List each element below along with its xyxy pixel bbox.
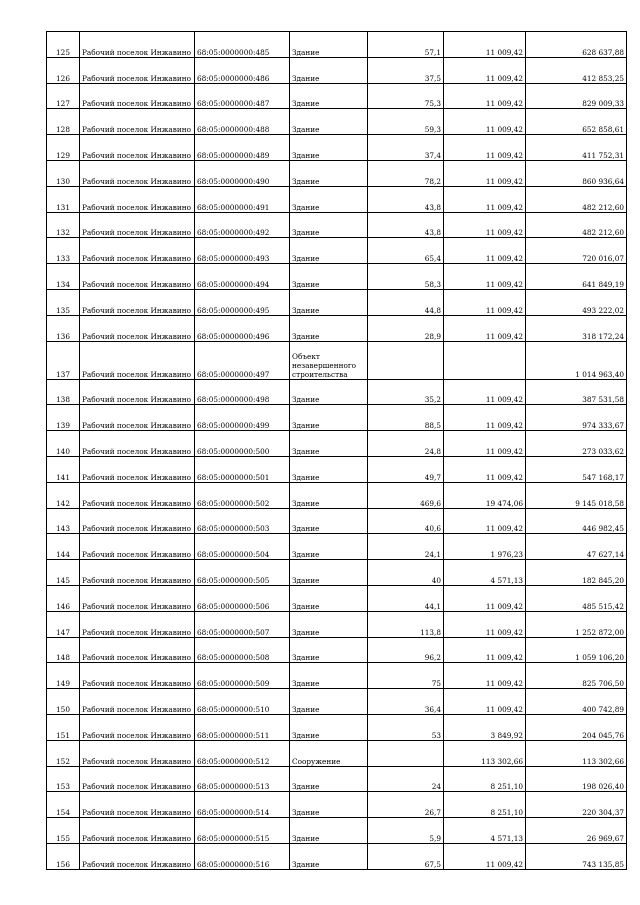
locality-cell: Рабочий поселок Инжавино	[80, 289, 195, 315]
table-row	[47, 57, 627, 83]
rate-cell: 11 009,42	[444, 212, 526, 238]
table-row	[47, 482, 627, 508]
area-cell: 24	[368, 766, 444, 792]
table-row	[47, 689, 627, 715]
cadastral-number-cell: 68:05:0000000:512	[195, 740, 290, 766]
locality-cell: Рабочий поселок Инжавино	[80, 186, 195, 212]
object-type-cell: Здание	[290, 379, 368, 405]
locality-cell: Рабочий поселок Инжавино	[80, 315, 195, 341]
locality-cell: Рабочий поселок Инжавино	[80, 379, 195, 405]
object-type-cell: Здание	[290, 663, 368, 689]
object-type-cell: Здание	[290, 482, 368, 508]
table-row	[47, 843, 627, 869]
cadastral-number-cell: 68:05:0000000:496	[195, 315, 290, 341]
row-number: 145	[47, 560, 80, 586]
locality-cell: Рабочий поселок Инжавино	[80, 160, 195, 186]
area-cell	[368, 341, 444, 379]
row-number: 142	[47, 482, 80, 508]
rate-cell: 11 009,42	[444, 585, 526, 611]
object-type-cell: Здание	[290, 766, 368, 792]
table-row	[47, 160, 627, 186]
area-cell: 28,9	[368, 315, 444, 341]
cadastral-number-cell: 68:05:0000000:499	[195, 405, 290, 431]
rate-cell: 113 302,66	[444, 740, 526, 766]
rate-cell: 1 976,23	[444, 534, 526, 560]
rate-cell: 11 009,42	[444, 689, 526, 715]
locality-cell: Рабочий поселок Инжавино	[80, 238, 195, 264]
object-type-cell: Здание	[290, 585, 368, 611]
rate-cell: 11 009,42	[444, 32, 526, 58]
table-row	[47, 508, 627, 534]
area-cell: 44,1	[368, 585, 444, 611]
row-number: 139	[47, 405, 80, 431]
object-type-cell: Здание	[290, 109, 368, 135]
row-number: 135	[47, 289, 80, 315]
table-row	[47, 637, 627, 663]
cadastral-number-cell: 68:05:0000000:494	[195, 264, 290, 290]
object-type-cell: Здание	[290, 818, 368, 844]
cadastral-number-cell: 68:05:0000000:495	[195, 289, 290, 315]
cadastral-number-cell: 68:05:0000000:488	[195, 109, 290, 135]
rate-cell: 11 009,42	[444, 186, 526, 212]
row-number: 146	[47, 585, 80, 611]
rate-cell: 11 009,42	[444, 663, 526, 689]
cadastral-value-cell: 9 145 018,58	[526, 482, 627, 508]
locality-cell: Рабочий поселок Инжавино	[80, 456, 195, 482]
object-type-cell: Здание	[290, 289, 368, 315]
row-number: 126	[47, 57, 80, 83]
rate-cell: 11 009,42	[444, 611, 526, 637]
table-row	[47, 135, 627, 161]
table-row	[47, 264, 627, 290]
cadastral-number-cell: 68:05:0000000:505	[195, 560, 290, 586]
cadastral-number-cell: 68:05:0000000:503	[195, 508, 290, 534]
rate-cell: 4 571,13	[444, 560, 526, 586]
row-number: 128	[47, 109, 80, 135]
rate-cell: 11 009,42	[444, 83, 526, 109]
table-row	[47, 766, 627, 792]
cadastral-number-cell: 68:05:0000000:509	[195, 663, 290, 689]
row-number: 131	[47, 186, 80, 212]
area-cell: 24,8	[368, 431, 444, 457]
cadastral-number-cell: 68:05:0000000:491	[195, 186, 290, 212]
rate-cell: 11 009,42	[444, 315, 526, 341]
object-type-cell: Здание	[290, 160, 368, 186]
locality-cell: Рабочий поселок Инжавино	[80, 585, 195, 611]
area-cell: 75,3	[368, 83, 444, 109]
area-cell: 5,9	[368, 818, 444, 844]
cadastral-number-cell: 68:05:0000000:487	[195, 83, 290, 109]
table-row	[47, 663, 627, 689]
area-cell: 37,4	[368, 135, 444, 161]
area-cell: 469,6	[368, 482, 444, 508]
cadastral-number-cell: 68:05:0000000:514	[195, 792, 290, 818]
table-row	[47, 405, 627, 431]
row-number: 151	[47, 714, 80, 740]
rate-cell: 11 009,42	[444, 508, 526, 534]
object-type-cell: Здание	[290, 560, 368, 586]
cadastral-number-cell: 68:05:0000000:511	[195, 714, 290, 740]
area-cell: 113,8	[368, 611, 444, 637]
cadastral-value-cell: 446 982,45	[526, 508, 627, 534]
object-type-cell: Здание	[290, 32, 368, 58]
object-type-cell: Здание	[290, 431, 368, 457]
cadastral-number-cell: 68:05:0000000:516	[195, 843, 290, 869]
rate-cell: 11 009,42	[444, 843, 526, 869]
row-number: 143	[47, 508, 80, 534]
cadastral-value-cell: 652 858,61	[526, 109, 627, 135]
cadastral-value-cell: 1 059 106,20	[526, 637, 627, 663]
area-cell: 88,5	[368, 405, 444, 431]
object-type-cell: Здание	[290, 186, 368, 212]
row-number: 148	[47, 637, 80, 663]
area-cell: 35,2	[368, 379, 444, 405]
locality-cell: Рабочий поселок Инжавино	[80, 508, 195, 534]
area-cell: 43,8	[368, 186, 444, 212]
rate-cell: 11 009,42	[444, 57, 526, 83]
table-row	[47, 212, 627, 238]
row-number: 150	[47, 689, 80, 715]
table-body	[47, 32, 627, 870]
row-number: 134	[47, 264, 80, 290]
locality-cell: Рабочий поселок Инжавино	[80, 109, 195, 135]
row-number: 152	[47, 740, 80, 766]
cadastral-value-cell: 720 016,07	[526, 238, 627, 264]
rate-cell: 11 009,42	[444, 431, 526, 457]
locality-cell: Рабочий поселок Инжавино	[80, 637, 195, 663]
table-row	[47, 83, 627, 109]
cadastral-number-cell: 68:05:0000000:513	[195, 766, 290, 792]
row-number: 138	[47, 379, 80, 405]
object-type-cell: Здание	[290, 611, 368, 637]
object-type-cell: Здание	[290, 637, 368, 663]
area-cell: 57,1	[368, 32, 444, 58]
locality-cell: Рабочий поселок Инжавино	[80, 341, 195, 379]
table-row	[47, 560, 627, 586]
object-type-cell: Здание	[290, 315, 368, 341]
cadastral-number-cell: 68:05:0000000:515	[195, 818, 290, 844]
locality-cell: Рабочий поселок Инжавино	[80, 792, 195, 818]
object-type-cell: Здание	[290, 689, 368, 715]
rate-cell: 4 571,13	[444, 818, 526, 844]
object-type-cell: Здание	[290, 83, 368, 109]
locality-cell: Рабочий поселок Инжавино	[80, 135, 195, 161]
rate-cell	[444, 341, 526, 379]
locality-cell: Рабочий поселок Инжавино	[80, 766, 195, 792]
area-cell: 43,8	[368, 212, 444, 238]
locality-cell: Рабочий поселок Инжавино	[80, 534, 195, 560]
locality-cell: Рабочий поселок Инжавино	[80, 611, 195, 637]
object-type-cell: Здание	[290, 792, 368, 818]
area-cell: 78,2	[368, 160, 444, 186]
area-cell	[368, 740, 444, 766]
cadastral-value-cell: 204 045,76	[526, 714, 627, 740]
locality-cell: Рабочий поселок Инжавино	[80, 714, 195, 740]
cadastral-value-cell: 220 304,37	[526, 792, 627, 818]
row-number: 147	[47, 611, 80, 637]
cadastral-number-cell: 68:05:0000000:485	[195, 32, 290, 58]
area-cell: 53	[368, 714, 444, 740]
rate-cell: 11 009,42	[444, 637, 526, 663]
cadastral-value-cell: 411 752,31	[526, 135, 627, 161]
locality-cell: Рабочий поселок Инжавино	[80, 663, 195, 689]
table-row	[47, 379, 627, 405]
rate-cell: 11 009,42	[444, 160, 526, 186]
cadastral-value-cell: 182 845,20	[526, 560, 627, 586]
locality-cell: Рабочий поселок Инжавино	[80, 83, 195, 109]
cadastral-number-cell: 68:05:0000000:493	[195, 238, 290, 264]
area-cell: 24,1	[368, 534, 444, 560]
table-row	[47, 818, 627, 844]
row-number: 141	[47, 456, 80, 482]
cadastral-value-cell: 482 212,60	[526, 212, 627, 238]
area-cell: 75	[368, 663, 444, 689]
cadastral-value-cell: 628 637,88	[526, 32, 627, 58]
cadastral-number-cell: 68:05:0000000:504	[195, 534, 290, 560]
table-row	[47, 315, 627, 341]
rate-cell: 11 009,42	[444, 109, 526, 135]
rate-cell: 11 009,42	[444, 379, 526, 405]
cadastral-value-cell: 400 742,89	[526, 689, 627, 715]
rate-cell: 11 009,42	[444, 135, 526, 161]
row-number: 132	[47, 212, 80, 238]
cadastral-value-cell: 1 014 963,40	[526, 341, 627, 379]
rate-cell: 11 009,42	[444, 405, 526, 431]
cadastral-value-cell: 47 627,14	[526, 534, 627, 560]
cadastral-value-cell: 198 026,40	[526, 766, 627, 792]
rate-cell: 19 474,06	[444, 482, 526, 508]
locality-cell: Рабочий поселок Инжавино	[80, 818, 195, 844]
cadastral-number-cell: 68:05:0000000:506	[195, 585, 290, 611]
area-cell: 37,5	[368, 57, 444, 83]
cadastral-value-cell: 412 853,25	[526, 57, 627, 83]
cadastral-number-cell: 68:05:0000000:497	[195, 341, 290, 379]
object-type-cell: Здание	[290, 714, 368, 740]
cadastral-value-cell: 26 969,67	[526, 818, 627, 844]
object-type-cell: Здание	[290, 135, 368, 161]
locality-cell: Рабочий поселок Инжавино	[80, 264, 195, 290]
cadastral-number-cell: 68:05:0000000:498	[195, 379, 290, 405]
locality-cell: Рабочий поселок Инжавино	[80, 740, 195, 766]
cadastral-number-cell: 68:05:0000000:492	[195, 212, 290, 238]
locality-cell: Рабочий поселок Инжавино	[80, 32, 195, 58]
cadastral-number-cell: 68:05:0000000:508	[195, 637, 290, 663]
rate-cell: 11 009,42	[444, 289, 526, 315]
document-page	[46, 31, 626, 870]
area-cell: 26,7	[368, 792, 444, 818]
rate-cell: 11 009,42	[444, 264, 526, 290]
cadastral-number-cell: 68:05:0000000:490	[195, 160, 290, 186]
row-number: 136	[47, 315, 80, 341]
object-type-cell: Здание	[290, 534, 368, 560]
table-row	[47, 456, 627, 482]
row-number: 130	[47, 160, 80, 186]
table-row	[47, 431, 627, 457]
object-type-cell: Здание	[290, 212, 368, 238]
object-type-cell: Здание	[290, 508, 368, 534]
locality-cell: Рабочий поселок Инжавино	[80, 843, 195, 869]
row-number: 125	[47, 32, 80, 58]
cadastral-value-cell: 273 033,62	[526, 431, 627, 457]
cadastral-value-cell: 860 936,64	[526, 160, 627, 186]
row-number: 133	[47, 238, 80, 264]
object-type-cell: Здание	[290, 57, 368, 83]
object-type-cell: Здание	[290, 264, 368, 290]
object-type-cell: Здание	[290, 405, 368, 431]
table-row	[47, 238, 627, 264]
area-cell: 58,3	[368, 264, 444, 290]
area-cell: 49,7	[368, 456, 444, 482]
cadastral-value-cell: 482 212,60	[526, 186, 627, 212]
row-number: 153	[47, 766, 80, 792]
cadastral-number-cell: 68:05:0000000:500	[195, 431, 290, 457]
area-cell: 96,2	[368, 637, 444, 663]
row-number: 144	[47, 534, 80, 560]
table-row	[47, 289, 627, 315]
cadastral-number-cell: 68:05:0000000:510	[195, 689, 290, 715]
locality-cell: Рабочий поселок Инжавино	[80, 431, 195, 457]
locality-cell: Рабочий поселок Инжавино	[80, 405, 195, 431]
object-type-cell: Здание	[290, 456, 368, 482]
area-cell: 65,4	[368, 238, 444, 264]
table-row	[47, 585, 627, 611]
object-type-cell: Объект незавершенного строительства	[290, 341, 368, 379]
row-number: 137	[47, 341, 80, 379]
row-number: 149	[47, 663, 80, 689]
cadastral-number-cell: 68:05:0000000:507	[195, 611, 290, 637]
area-cell: 44,8	[368, 289, 444, 315]
rate-cell: 8 251,10	[444, 792, 526, 818]
row-number: 140	[47, 431, 80, 457]
rate-cell: 3 849,92	[444, 714, 526, 740]
cadastral-value-cell: 318 172,24	[526, 315, 627, 341]
table-row	[47, 109, 627, 135]
cadastral-value-cell: 485 515,42	[526, 585, 627, 611]
cadastral-number-cell: 68:05:0000000:489	[195, 135, 290, 161]
cadastral-value-cell: 387 531,58	[526, 379, 627, 405]
object-type-cell: Сооружение	[290, 740, 368, 766]
table-row	[47, 32, 627, 58]
row-number: 127	[47, 83, 80, 109]
cadastral-value-cell: 547 168,17	[526, 456, 627, 482]
locality-cell: Рабочий поселок Инжавино	[80, 689, 195, 715]
object-type-cell: Здание	[290, 843, 368, 869]
rate-cell: 11 009,42	[444, 456, 526, 482]
cadastral-value-cell: 113 302,66	[526, 740, 627, 766]
row-number: 155	[47, 818, 80, 844]
locality-cell: Рабочий поселок Инжавино	[80, 560, 195, 586]
row-number: 154	[47, 792, 80, 818]
table-row	[47, 792, 627, 818]
cadastral-value-cell: 743 135,85	[526, 843, 627, 869]
table-row	[47, 714, 627, 740]
area-cell: 59,3	[368, 109, 444, 135]
table-row	[47, 740, 627, 766]
locality-cell: Рабочий поселок Инжавино	[80, 57, 195, 83]
row-number: 129	[47, 135, 80, 161]
cadastral-number-cell: 68:05:0000000:486	[195, 57, 290, 83]
area-cell: 40,6	[368, 508, 444, 534]
area-cell: 67,5	[368, 843, 444, 869]
cadastral-value-cell: 493 222,02	[526, 289, 627, 315]
locality-cell: Рабочий поселок Инжавино	[80, 212, 195, 238]
cadastral-value-cell: 1 252 872,00	[526, 611, 627, 637]
table-row	[47, 341, 627, 379]
cadastral-number-cell: 68:05:0000000:502	[195, 482, 290, 508]
table-row	[47, 611, 627, 637]
cadastral-value-cell: 641 849,19	[526, 264, 627, 290]
area-cell: 36,4	[368, 689, 444, 715]
property-table	[46, 31, 627, 870]
cadastral-value-cell: 829 009,33	[526, 83, 627, 109]
object-type-cell: Здание	[290, 238, 368, 264]
cadastral-number-cell: 68:05:0000000:501	[195, 456, 290, 482]
area-cell: 40	[368, 560, 444, 586]
table-row	[47, 186, 627, 212]
cadastral-value-cell: 974 333,67	[526, 405, 627, 431]
rate-cell: 11 009,42	[444, 238, 526, 264]
row-number: 156	[47, 843, 80, 869]
cadastral-value-cell: 825 706,50	[526, 663, 627, 689]
locality-cell: Рабочий поселок Инжавино	[80, 482, 195, 508]
table-row	[47, 534, 627, 560]
rate-cell: 8 251,10	[444, 766, 526, 792]
